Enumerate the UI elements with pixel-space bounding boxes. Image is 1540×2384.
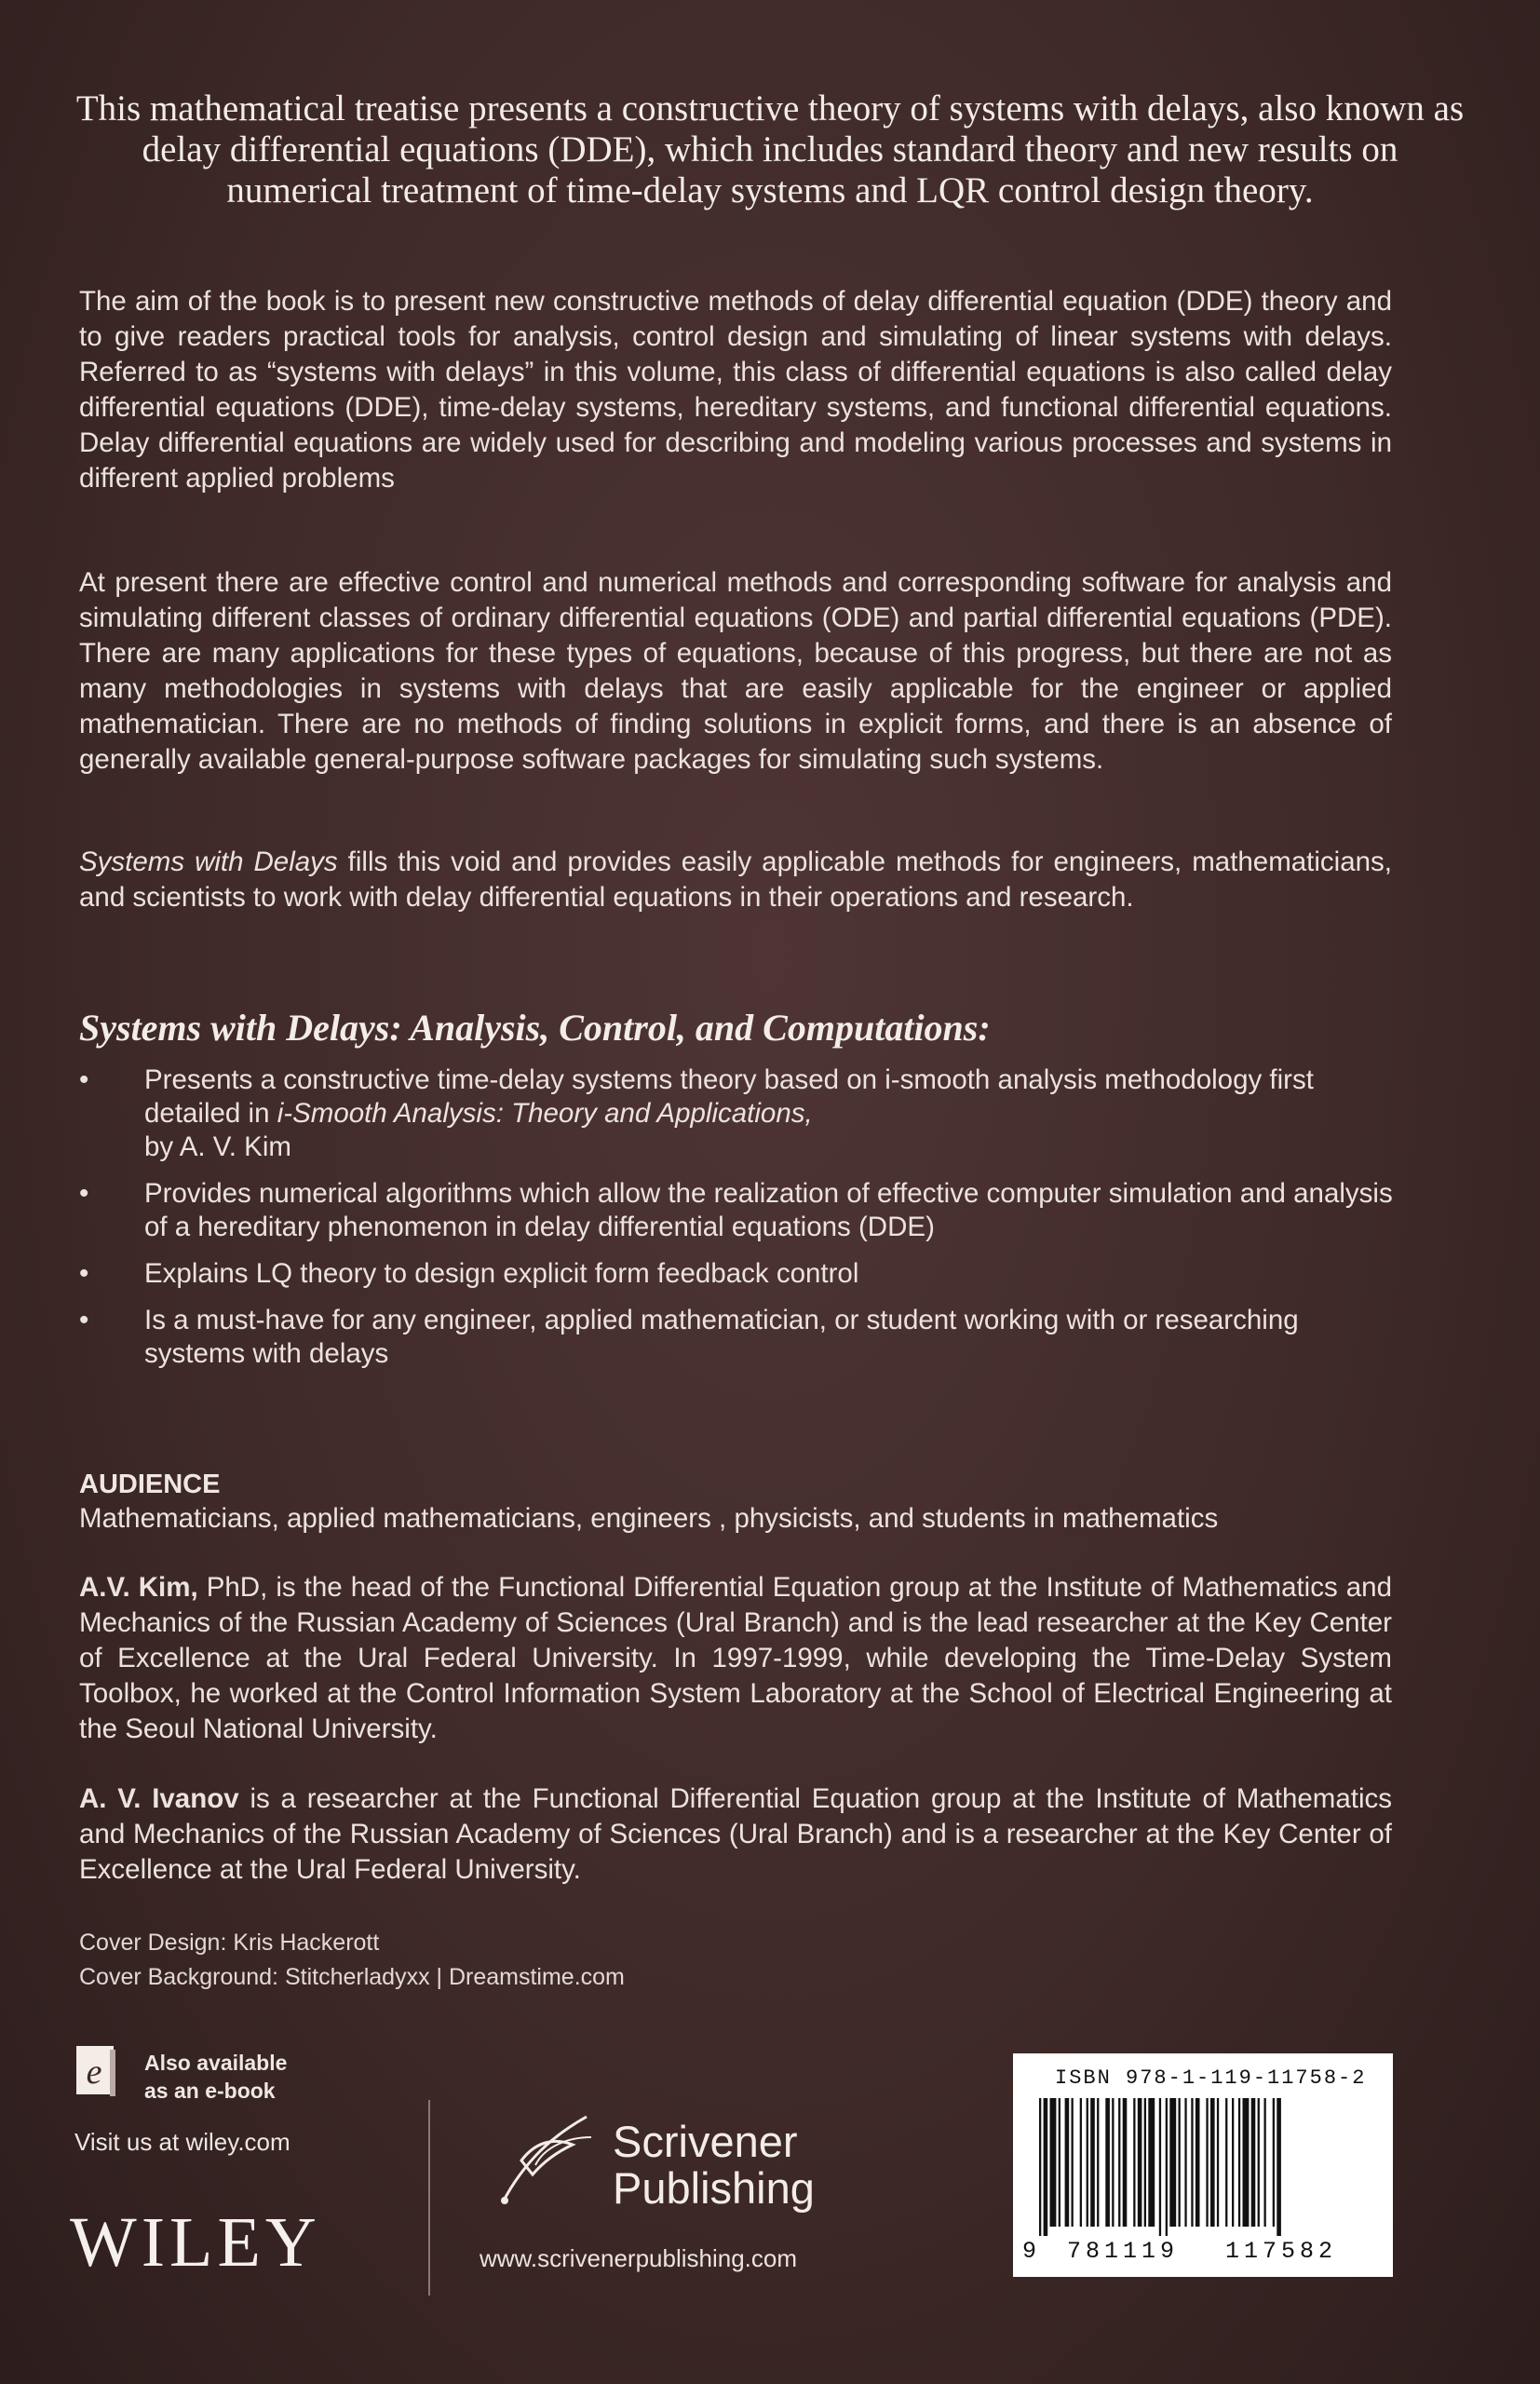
barcode-bar xyxy=(1184,2098,1186,2227)
author-name: A.V. Kim, xyxy=(79,1572,198,1603)
bullet-icon: • xyxy=(79,1178,89,1209)
cover-background-credit: Cover Background: Stitcherladyxx | Dreamstime.com xyxy=(79,1964,625,1990)
barcode-bar xyxy=(1225,2098,1227,2227)
referenced-book-title: i-Smooth Analysis: Theory and Applications, xyxy=(277,1098,813,1129)
barcode-bar xyxy=(1210,2098,1215,2227)
barcode-bar xyxy=(1087,2098,1088,2227)
scrivener-line-1: Scrivener xyxy=(613,2117,798,2166)
barcode-bar xyxy=(1112,2098,1114,2227)
barcode-bar xyxy=(1169,2098,1176,2227)
isbn-text: ISBN 978-1-119-11758-2 xyxy=(1055,2066,1367,2090)
barcode-bar xyxy=(1065,2098,1070,2227)
bullet-icon: • xyxy=(79,1064,89,1095)
author-name: A. V. Ivanov xyxy=(79,1783,239,1814)
referenced-book-author: by A. V. Kim xyxy=(144,1131,291,1162)
barcode-bar xyxy=(1232,2098,1234,2227)
cover-design-credit: Cover Design: Kris Hackerott xyxy=(79,1930,380,1956)
scrivener-line-2: Publishing xyxy=(613,2163,815,2213)
feature-item xyxy=(79,1304,1401,1371)
ebook-line-1: Also available xyxy=(144,2051,288,2075)
barcode-bar xyxy=(1097,2098,1099,2227)
barcode-bar xyxy=(1059,2098,1060,2227)
barcode-bar xyxy=(1148,2098,1155,2227)
ean-left-digits: 781119 xyxy=(1067,2238,1180,2265)
barcode-bar xyxy=(1196,2098,1200,2227)
description-paragraph-3 xyxy=(79,845,1392,915)
ebook-icon xyxy=(74,2044,117,2098)
barcode-bar xyxy=(1159,2098,1161,2236)
barcode-bar xyxy=(1251,2098,1256,2227)
author-bio-ivanov xyxy=(79,1781,1392,1888)
feature-text: Explains LQ theory to design explicit form feedback control xyxy=(144,1258,859,1289)
author-bio-text: is a researcher at the Functional Differential Equation group at the Institute of Mathematics and Mechanics of the Russian Academy of Sciences (Ural Branch) and is a researcher at the Key Center of Excellence at the Ural Federal University. xyxy=(79,1783,1393,1885)
barcode-bar xyxy=(1258,2098,1260,2227)
description-paragraph-2: At present there are effective control and numerical methods and corresponding software for analysis and simulating different classes of ordinary differential equations (ODE) and partial differential equations (PDE). There are many applications for these types of equations, because of this progress, but there are not as many methodologies in systems with delays that are easily applicable for the engineer or applied mathematician. There are no methods of finding solutions in explicit forms, and there is an absence of generally available general-purpose software packages for simulating such systems. xyxy=(79,567,1392,775)
ean-right-digits: 117582 xyxy=(1225,2238,1338,2265)
feature-list xyxy=(79,1063,1401,1384)
audience-text: Mathematicians, applied mathematicians, engineers , physicists, and students in mathematics xyxy=(79,1503,1219,1534)
description-paragraph-1: The aim of the book is to present new constructive methods of delay differential equation (DDE) theory and to give readers practical tools for analysis, control design and simulating of linear systems with delays. Referred to as “systems with delays” in this volume, this class of differential equations is also called delay differential equations (DDE), time-delay systems, hereditary systems, and functional differential equations. Delay differential equations are widely used for describing and modeling various processes and systems in different applied problems xyxy=(79,286,1392,494)
barcode-bars xyxy=(1039,2098,1374,2236)
feature-text: Provides numerical algorithms which allow the realization of effective computer simulation and analysis of a hereditary phenomenon in delay differential equations (DDE) xyxy=(144,1178,1393,1242)
ean-first-digit: 9 xyxy=(1022,2238,1037,2265)
barcode-bar xyxy=(1243,2098,1250,2227)
barcode-bar xyxy=(1072,2098,1074,2227)
scrivener-quill-logo-icon xyxy=(484,2109,605,2212)
cover-credits xyxy=(79,1926,625,1995)
barcode-bar xyxy=(1273,2098,1275,2227)
feature-item xyxy=(79,1063,1401,1164)
publisher-website: Visit us at wiley.com xyxy=(74,2128,290,2156)
bullet-icon: • xyxy=(79,1258,89,1289)
barcode-bar xyxy=(1050,2098,1057,2227)
barcode-bar xyxy=(1080,2098,1082,2227)
barcode-bar xyxy=(1166,2098,1168,2236)
author-bio-kim xyxy=(79,1570,1392,1747)
barcode-bar xyxy=(1144,2098,1146,2227)
footer-divider xyxy=(428,2100,430,2296)
barcode-bar xyxy=(1238,2098,1240,2227)
ebook-notice xyxy=(144,2049,287,2105)
barcode-bar xyxy=(1133,2098,1135,2227)
isbn-barcode xyxy=(1013,2053,1393,2277)
barcode-bar xyxy=(1191,2098,1193,2227)
barcode-bar xyxy=(1123,2098,1128,2227)
barcode-bar xyxy=(1118,2098,1120,2227)
barcode-bar xyxy=(1039,2098,1041,2236)
barcode-bar xyxy=(1138,2098,1142,2227)
feature-item xyxy=(79,1177,1401,1244)
book-title-inline: Systems with Delays xyxy=(79,847,338,877)
paragraph-3-text: fills this void and provides easily applicable methods for engineers, mathematicians, and scientists to work with delay differential equations in their operations and research. xyxy=(79,847,1392,913)
barcode-bar xyxy=(1277,2098,1281,2236)
feature-text: Presents a constructive time-delay systems theory based on i-smooth analysis methodology first detailed in xyxy=(144,1064,1314,1129)
scrivener-website: www.scrivenerpublishing.com xyxy=(480,2244,798,2272)
feature-item xyxy=(79,1257,1401,1291)
feature-text: Is a must-have for any engineer, applied mathematician, or student working with or researching systems with delays xyxy=(144,1305,1299,1369)
scrivener-publishing-logo-text xyxy=(613,2119,815,2212)
svg-text:e: e xyxy=(86,2052,102,2092)
features-heading: Systems with Delays: Analysis, Control, and Computations: xyxy=(79,1007,991,1049)
barcode-bar xyxy=(1090,2098,1095,2227)
barcode-bar xyxy=(1105,2098,1110,2227)
ebook-line-2: as an e-book xyxy=(144,2079,276,2103)
barcode-bar xyxy=(1264,2098,1266,2227)
bullet-icon: • xyxy=(79,1305,89,1335)
barcode-bar xyxy=(1217,2098,1219,2227)
wiley-logo: WILEY xyxy=(70,2203,321,2282)
intro-blurb: This mathematical treatise presents a constructive theory of systems with delays, also known as delay differential equations (DDE), which includes standard theory and new results on numerical treatment of time-delay systems and LQR control design theory. xyxy=(75,88,1465,210)
barcode-bar xyxy=(1179,2098,1181,2227)
barcode-bar xyxy=(1044,2098,1048,2236)
author-bio-text: PhD, is the head of the Functional Differential Equation group at the Institute of Mathematics and Mechanics of the Russian Academy of Sciences (Ural Branch) and is the lead researcher at the Key Center of Excellence at the Ural Federal University. In 1997-1999, while developing the Time-Delay System Toolbox, he worked at the Control Information System Laboratory at the School of Electrical Engineering at the Seoul National University. xyxy=(79,1572,1392,1744)
barcode-bar xyxy=(1206,2098,1208,2227)
audience-title: AUDIENCE xyxy=(79,1470,221,1499)
